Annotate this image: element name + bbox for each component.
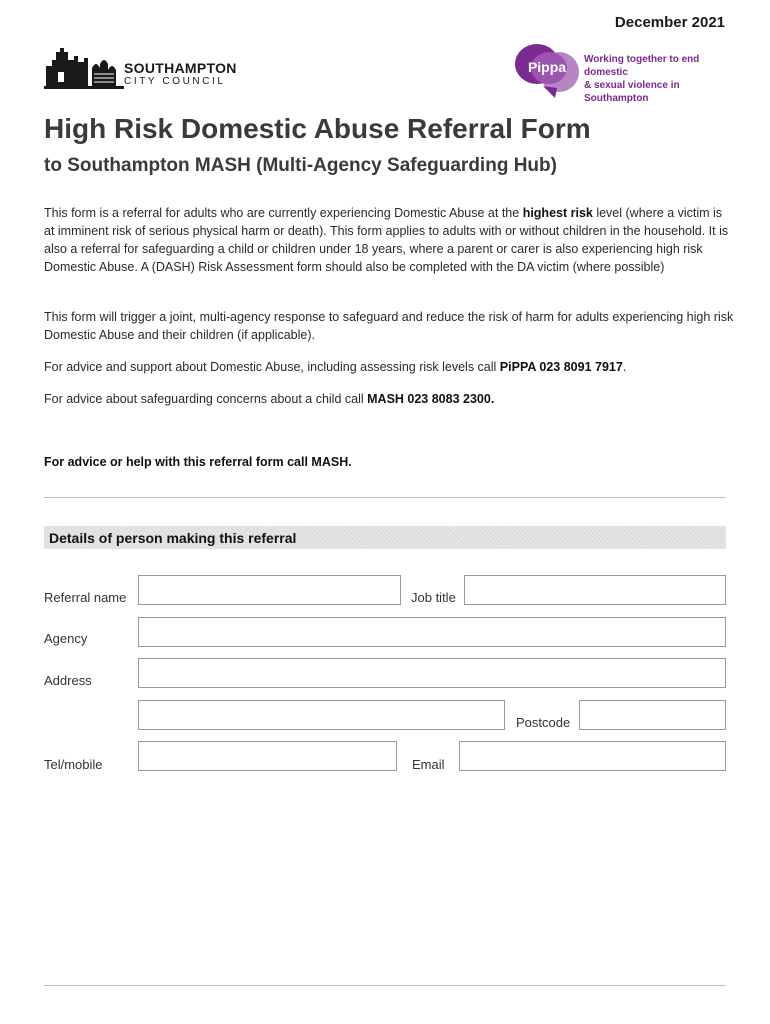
- agency-label: Agency: [44, 631, 88, 646]
- tel-field[interactable]: [138, 741, 397, 771]
- pippa-tagline: [584, 53, 744, 105]
- pippa-tagline-line2: & sexual violence in Southampton: [584, 80, 680, 104]
- section-title: Details of person making this referral: [49, 530, 297, 546]
- intro-paragraph-2: This form will trigger a joint, multi-agency response to safeguard and reduce the risk of harm for adults experiencing high risk Domestic Abuse and their children (if applicable).: [44, 310, 734, 342]
- postcode-field[interactable]: [579, 700, 726, 730]
- intro-paragraph-3: For advice and support about Domestic Abuse, including assessing risk levels call PiPPA 023 8091 7917.: [44, 360, 627, 374]
- referral-name-label: Referral name: [44, 590, 127, 605]
- form-subtitle: to Southampton MASH (Multi-Agency Safeguarding Hub): [44, 155, 557, 176]
- postcode-label: Postcode: [516, 715, 571, 730]
- email-field[interactable]: [459, 741, 726, 771]
- footer-divider: [44, 985, 726, 986]
- document-date: December 2021: [614, 14, 725, 31]
- council-subname: CITY COUNCIL: [124, 76, 226, 87]
- divider: [44, 497, 726, 498]
- job-title-field[interactable]: [464, 575, 726, 605]
- job-title-label: Job title: [411, 590, 456, 605]
- intro-paragraph-1: This form is a referral for adults who are currently experiencing Domestic Abuse at the highest risk level (where a victim is at imminent risk of serious physical harm or death). This form applies to adults with or without children in the household. It is also a referral for safeguarding a child or children under 18 years, where a parent or carer is also experiencing high risk Domestic Abuse. A (DASH) Risk Assessment form should also be completed with the DA victim (where possible): [44, 206, 729, 274]
- tel-label: Tel/mobile: [44, 757, 103, 772]
- address-line2-field[interactable]: [138, 700, 505, 730]
- council-name: SOUTHAMPTON: [124, 60, 237, 76]
- agency-field[interactable]: [138, 617, 726, 647]
- pippa-logo: [513, 42, 583, 100]
- intro-paragraph-4: For advice about safeguarding concerns about a child call MASH 023 8083 2300.: [44, 392, 495, 406]
- intro-paragraph-5: For advice or help with this referral form call MASH.: [44, 455, 352, 469]
- email-label: Email: [412, 757, 445, 772]
- form-title: High Risk Domestic Abuse Referral Form: [44, 113, 591, 144]
- pippa-tagline-line1: Working together to end domestic: [584, 54, 700, 78]
- referral-name-field[interactable]: [138, 575, 401, 605]
- pippa-logo-text: Pippa: [527, 59, 567, 75]
- address-line1-field[interactable]: [138, 658, 726, 688]
- castle-icon: [44, 44, 124, 90]
- address-label: Address: [44, 673, 92, 688]
